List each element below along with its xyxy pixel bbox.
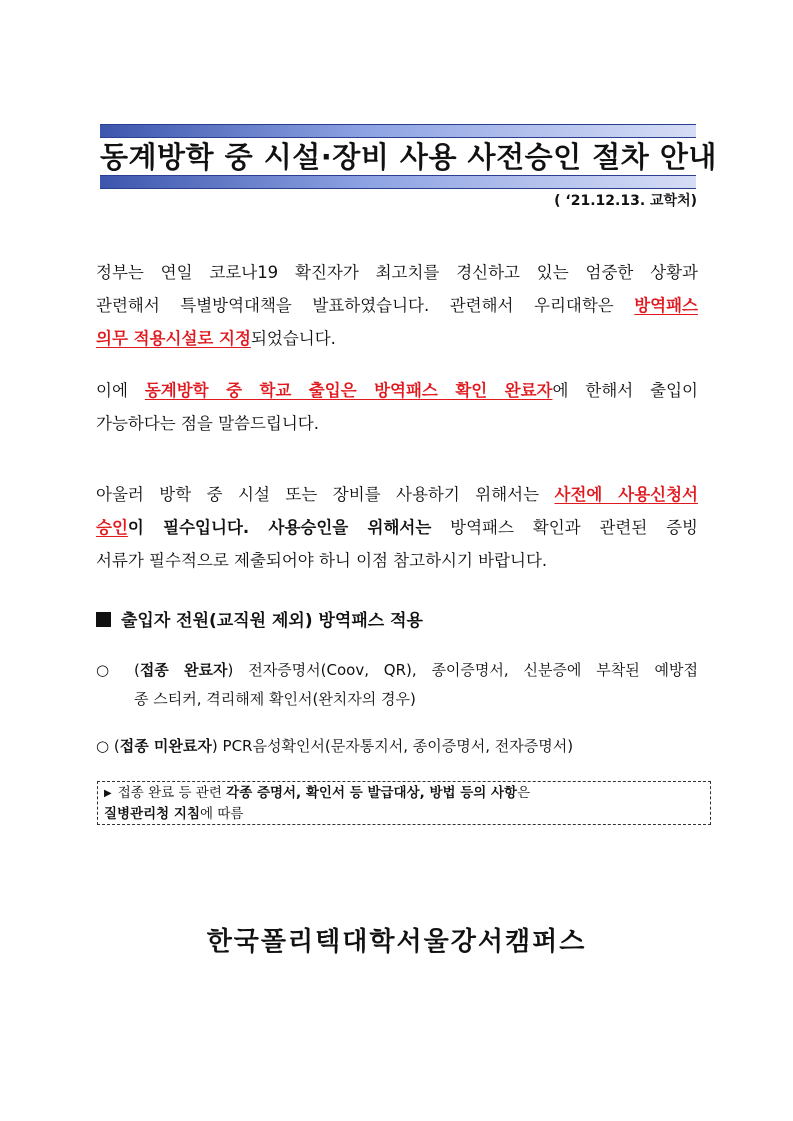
- paragraph-1-line-1: 정부는 연일 코로나19 확진자가 최고치를 경신하고 있는 엄중한 상황과: [96, 263, 698, 282]
- note-box: [97, 781, 711, 825]
- paragraph-2-line-2: 가능하다는 점을 말씀드립니다.: [96, 414, 319, 433]
- bullet-line: [96, 656, 698, 685]
- circle-bullet-icon: ○: [96, 737, 110, 755]
- highlight-text: 동계방학 중 학교 출입은 방역패스 확인 완료자: [144, 381, 553, 400]
- note-text: 접종 완료 등 관련: [117, 785, 227, 801]
- paragraph-3: [96, 478, 698, 577]
- note-text: 은: [517, 785, 531, 801]
- circle-bullet-icon: ○: [96, 661, 120, 679]
- paren: (: [113, 737, 120, 755]
- paragraph-1-line-2: [96, 289, 698, 322]
- bullet-text: 전자증명서(Coov, QR), 종이증명서, 신분증에 부착된 예방접: [233, 661, 698, 679]
- paragraph-1: [96, 256, 698, 355]
- bullet-line: [96, 732, 698, 761]
- text: 관련해서 특별방역대책을 발표하였습니다. 관련해서 우리대학은: [96, 296, 635, 315]
- paragraph-2-line-1: [96, 374, 698, 407]
- note-line-1: [104, 783, 704, 804]
- title-top-bar: [100, 124, 696, 138]
- highlight-text: 사전에 사용신청서: [554, 485, 698, 504]
- section-heading-text: 출입자 전원(교직원 제외) 방역패스 적용: [121, 611, 423, 631]
- triangle-right-icon: ▶: [104, 788, 112, 799]
- text: 아울러 방학 중 시설 또는 장비를 사용하기 위해서는: [96, 485, 555, 504]
- section-heading: [96, 606, 423, 631]
- note-bold-text: 질병관리청 지침: [104, 806, 200, 822]
- paragraph-2: [96, 374, 698, 440]
- dateline: ( ‘21.12.13. 교학처): [554, 193, 697, 209]
- note-line-2: [104, 804, 704, 824]
- bullet-vaccinated: [96, 656, 698, 714]
- paragraph-3-line-3: 서류가 필수적으로 제출되어야 하니 이점 참고하시기 바랍니다.: [96, 551, 548, 570]
- paren: ): [227, 661, 234, 679]
- page-title: 동계방학 중 시설·장비 사용 사전승인 절차 안내: [100, 140, 717, 174]
- highlight-text: 방역패스: [634, 296, 698, 315]
- paragraph-1-line-3: [96, 322, 698, 355]
- bold-text: 이 필수입니다. 사용승인을 위해서는: [127, 518, 432, 537]
- paragraph-3-line-1: [96, 478, 698, 511]
- bullet-unvaccinated: [96, 732, 698, 761]
- paren: ): [211, 737, 218, 755]
- institution-name: 한국폴리텍대학서울강서캠퍼스: [206, 927, 587, 957]
- text: 되었습니다.: [250, 329, 336, 348]
- bullet-label: 접종 완료자: [139, 661, 228, 679]
- text: 이에: [96, 381, 145, 400]
- note-text: 에 따름: [200, 806, 244, 822]
- text: 에 한해서 출입이: [552, 381, 698, 400]
- bullet-line: 종 스티커, 격리해제 확인서(완치자의 경우): [134, 690, 416, 708]
- text: 방역패스 확인과 관련된 증빙: [431, 518, 698, 537]
- bullet-label: 접종 미완료자: [119, 737, 212, 755]
- highlight-text: 승인: [96, 518, 128, 537]
- highlight-text: 의무 적용시설로 지정: [96, 329, 251, 348]
- paragraph-3-line-2: [96, 511, 698, 544]
- bullet-text: PCR음성확인서(문자통지서, 종이증명서, 전자증명서): [217, 737, 574, 755]
- note-bold-text: 각종 증명서, 확인서 등 발급대상, 방법 등의 사항: [226, 785, 518, 801]
- title-bottom-bar: [100, 175, 696, 189]
- paren: (: [133, 661, 140, 679]
- black-square-icon: [96, 612, 111, 627]
